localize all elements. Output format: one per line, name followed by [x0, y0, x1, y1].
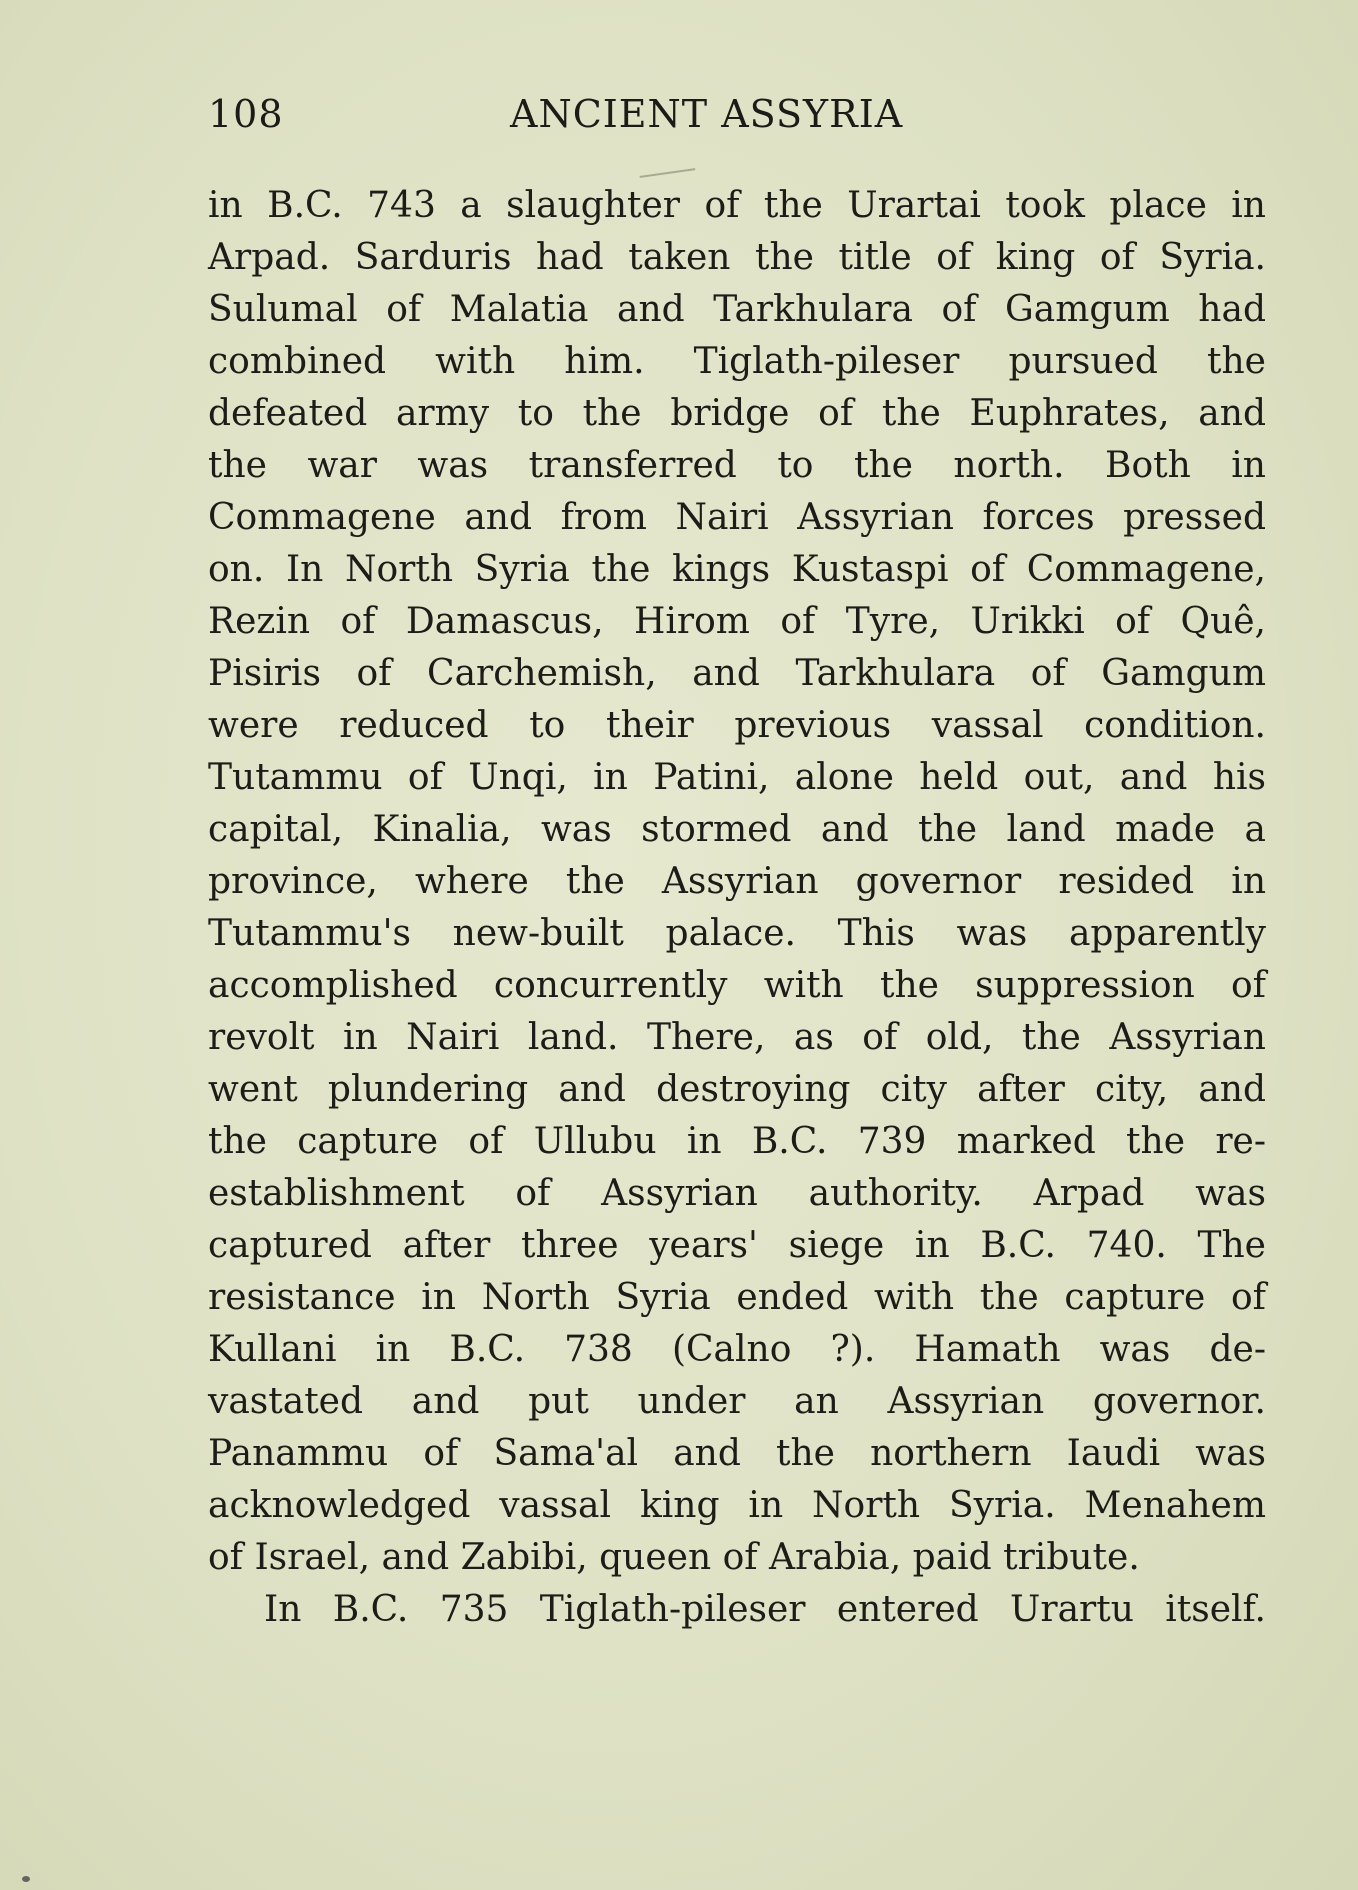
text-line: Pisiris of Carchemish, and Tarkhulara of Gamgum: [208, 653, 1266, 694]
text-line-paragraph-start: In B.C. 735 Tiglath-pileser entered Urartu itself.: [264, 1589, 1266, 1630]
text-line: Tutammu's new-built palace. This was apparently: [208, 913, 1266, 954]
text-line: acknowledged vassal king in North Syria. Menahem: [208, 1485, 1266, 1526]
text-line: capital, Kinalia, was stormed and the land made a: [208, 809, 1266, 850]
text-line: combined with him. Tiglath-pileser pursued the: [208, 341, 1266, 382]
text-line: the war was transferred to the north. Both in: [208, 445, 1266, 486]
page-header: [205, 92, 1265, 152]
text-line: were reduced to their previous vassal condition.: [208, 705, 1266, 746]
text-line: revolt in Nairi land. There, as of old, the Assyrian: [208, 1017, 1266, 1058]
text-line: Commagene and from Nairi Assyrian forces pressed: [208, 497, 1266, 538]
text-line: accomplished concurrently with the suppression of: [208, 965, 1266, 1006]
text-line: establishment of Assyrian authority. Arpad was: [208, 1173, 1266, 1214]
text-line: went plundering and destroying city after city, and: [208, 1069, 1266, 1110]
text-line: province, where the Assyrian governor resided in: [208, 861, 1266, 902]
text-line: Arpad. Sarduris had taken the title of king of Syria.: [208, 237, 1266, 278]
text-line: on. In North Syria the kings Kustaspi of Commagene,: [208, 549, 1266, 590]
text-line: Kullani in B.C. 738 (Calno ?). Hamath was de-: [208, 1329, 1266, 1370]
text-line: Tutammu of Unqi, in Patini, alone held out, and his: [208, 757, 1266, 798]
text-line: Panammu of Sama'al and the northern Iaudi was: [208, 1433, 1266, 1474]
text-line: Sulumal of Malatia and Tarkhulara of Gamgum had: [208, 289, 1266, 330]
text-line: the capture of Ullubu in B.C. 739 marked the re-: [208, 1121, 1266, 1162]
page-number: 108: [208, 92, 284, 136]
text-line: defeated army to the bridge of the Euphrates, and: [208, 393, 1266, 434]
corner-mark: [22, 1876, 30, 1882]
text-line: resistance in North Syria ended with the capture of: [208, 1277, 1266, 1318]
text-line: vastated and put under an Assyrian governor.: [208, 1381, 1266, 1422]
body-text: [208, 180, 1266, 1636]
text-line: Rezin of Damascus, Hirom of Tyre, Urikki of Quê,: [208, 601, 1266, 642]
text-line: captured after three years' siege in B.C. 740. The: [208, 1225, 1266, 1266]
text-line: in B.C. 743 a slaughter of the Urartai took place in: [208, 185, 1266, 226]
text-line: of Israel, and Zabibi, queen of Arabia, paid tribute.: [208, 1537, 1140, 1578]
running-title: ANCIENT ASSYRIA: [510, 92, 904, 136]
